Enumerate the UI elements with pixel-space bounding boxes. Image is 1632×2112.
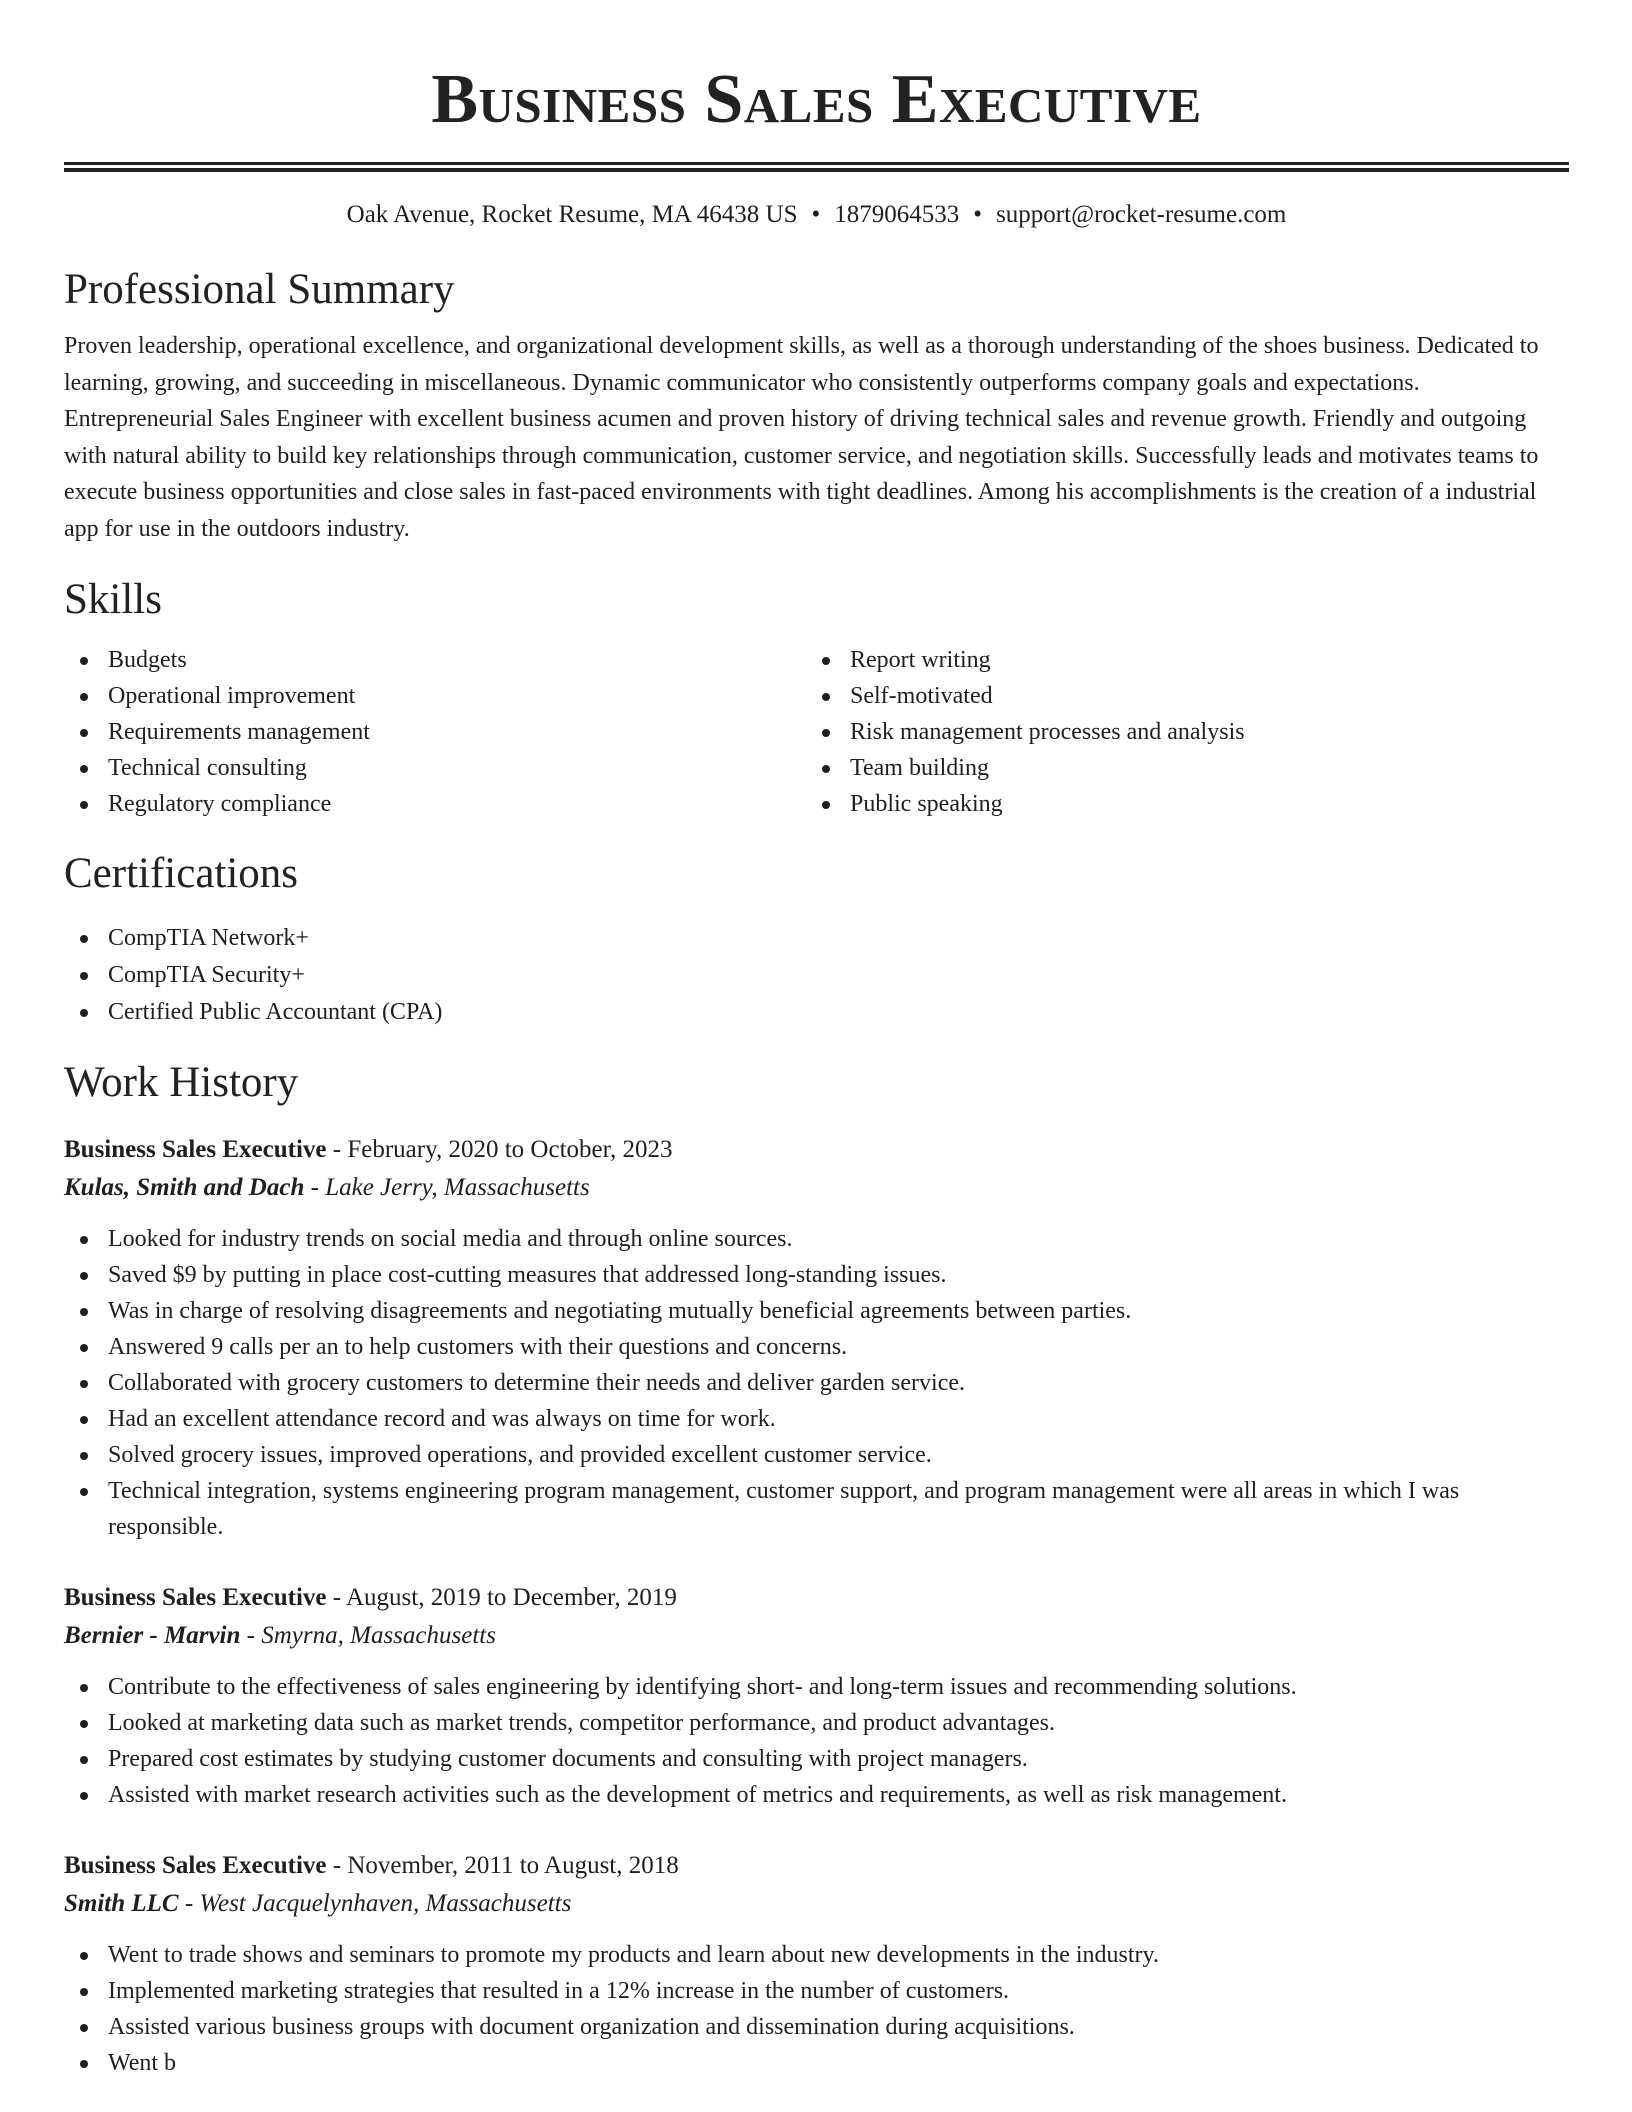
summary-section (64, 264, 1569, 548)
certification-item: CompTIA Security+ (108, 957, 1569, 994)
job-title: Business Sales Executive (64, 1135, 327, 1163)
skill-item: Operational improvement (108, 678, 806, 714)
job-bullet: Technical integration, systems engineering program management, customer support, and program management were all areas in which I was responsible. (108, 1473, 1569, 1545)
job-location: Smyrna, Massachusetts (261, 1621, 496, 1649)
job-title: Business Sales Executive (64, 1851, 327, 1879)
job-entry (64, 1579, 1569, 1813)
contact-separator: • (811, 201, 821, 228)
job-bullet: Prepared cost estimates by studying customer documents and consulting with project managers. (108, 1741, 1569, 1777)
skills-grid (64, 642, 1569, 822)
summary-text: Proven leadership, operational excellence, and organizational development skills, as well as a thorough understanding of the shoes business. Dedicated to learning, growing, and succeeding in miscellaneous. Dynamic communicator who consistently outperforms company goals and expectations. Entrepreneurial Sales Engineer with excellent business acumen and proven history of driving technical sales and revenue growth. Friendly and outgoing with natural ability to build key relationships through communication, customer service, and negotiation skills. Successfully leads and motivates teams to execute business opportunities and close sales in fast-paced environments with tight deadlines. Among his accomplishments is the creation of a industrial app for use in the outdoors industry. (64, 333, 1539, 542)
job-bullet: Went b (108, 2045, 1569, 2081)
job-dates: February, 2020 to October, 2023 (347, 1135, 673, 1163)
job-bullets (64, 1221, 1569, 1545)
skill-item: Budgets (108, 642, 806, 678)
summary-heading: Professional Summary (64, 266, 455, 313)
skill-item: Self-motivated (850, 678, 1548, 714)
skill-item: Team building (850, 750, 1548, 786)
certification-item: CompTIA Network+ (108, 920, 1569, 957)
job-title-line: Business Sales Executive - August, 2019 to December, 2019 (64, 1583, 677, 1611)
certifications-list (64, 920, 1569, 1031)
work-history-heading: Work History (64, 1058, 299, 1106)
resume-title: Business Sales Executive (431, 61, 1202, 138)
job-company-line: Kulas, Smith and Dach - Lake Jerry, Massachusetts (64, 1173, 590, 1201)
job-company: Smith LLC (64, 1889, 179, 1917)
title-double-rule (64, 162, 1569, 172)
job-bullets (64, 1937, 1569, 2081)
skill-item: Technical consulting (108, 750, 806, 786)
job-bullet: Looked at marketing data such as market trends, competitor performance, and product advantages. (108, 1705, 1569, 1741)
work-history-section (64, 1057, 1569, 2081)
job-bullet: Looked for industry trends on social media and through online sources. (108, 1221, 1569, 1257)
job-bullet: Was in charge of resolving disagreements and negotiating mutually beneficial agreements between parties. (108, 1293, 1569, 1329)
certification-item: Certified Public Accountant (CPA) (108, 994, 1569, 1031)
contact-phone: 1879064533 (834, 201, 960, 228)
contact-address: Oak Avenue, Rocket Resume, MA 46438 US (346, 201, 798, 228)
resume-page (64, 0, 1569, 2081)
skills-heading: Skills (64, 575, 162, 623)
job-company: Kulas, Smith and Dach (64, 1173, 305, 1201)
skill-item: Public speaking (850, 786, 1548, 822)
job-bullets (64, 1669, 1569, 1813)
contact-line (64, 198, 1569, 232)
job-title: Business Sales Executive (64, 1583, 327, 1611)
certifications-section (64, 848, 1569, 1031)
skills-list-left (64, 642, 806, 822)
job-company: Bernier - Marvin (64, 1621, 241, 1649)
job-bullet: Contribute to the effectiveness of sales engineering by identifying short- and long-term issues and recommending solutions. (108, 1669, 1569, 1705)
job-bullet: Saved $9 by putting in place cost-cutting measures that addressed long-standing issues. (108, 1257, 1569, 1293)
job-title-line: Business Sales Executive - February, 2020 to October, 2023 (64, 1135, 673, 1163)
skills-section (64, 574, 1569, 822)
job-company-line: Smith LLC - West Jacquelynhaven, Massachusetts (64, 1889, 572, 1917)
skills-column-left (64, 642, 806, 822)
job-bullet: Solved grocery issues, improved operations, and provided excellent customer service. (108, 1437, 1569, 1473)
skills-column-right (806, 642, 1548, 822)
job-bullet: Implemented marketing strategies that resulted in a 12% increase in the number of customers. (108, 1973, 1569, 2009)
job-title-line: Business Sales Executive - November, 2011 to August, 2018 (64, 1851, 679, 1879)
skill-item: Regulatory compliance (108, 786, 806, 822)
contact-separator: • (973, 201, 983, 228)
contact-email[interactable]: support@rocket-resume.com (996, 201, 1287, 228)
job-bullet: Had an excellent attendance record and was always on time for work. (108, 1401, 1569, 1437)
job-location: Lake Jerry, Massachusetts (325, 1173, 590, 1201)
skill-item: Requirements management (108, 714, 806, 750)
skill-item: Risk management processes and analysis (850, 714, 1548, 750)
job-bullet: Assisted various business groups with document organization and dissemination during acquisitions. (108, 2009, 1569, 2045)
skill-item: Report writing (850, 642, 1548, 678)
job-bullet: Went to trade shows and seminars to promote my products and learn about new developments in the industry. (108, 1937, 1569, 1973)
job-bullet: Assisted with market research activities such as the development of metrics and requirements, as well as risk management. (108, 1777, 1569, 1813)
job-entry (64, 1847, 1569, 2081)
job-entry (64, 1131, 1569, 1545)
certifications-heading: Certifications (64, 849, 299, 897)
job-bullet: Collaborated with grocery customers to determine their needs and deliver garden service. (108, 1365, 1569, 1401)
job-location: West Jacquelynhaven, Massachusetts (199, 1889, 572, 1917)
skills-list-right (806, 642, 1548, 822)
job-dates: August, 2019 to December, 2019 (345, 1583, 677, 1611)
job-dates: November, 2011 to August, 2018 (347, 1851, 679, 1879)
job-bullet: Answered 9 calls per an to help customers with their questions and concerns. (108, 1329, 1569, 1365)
job-company-line: Bernier - Marvin - Smyrna, Massachusetts (64, 1621, 496, 1649)
